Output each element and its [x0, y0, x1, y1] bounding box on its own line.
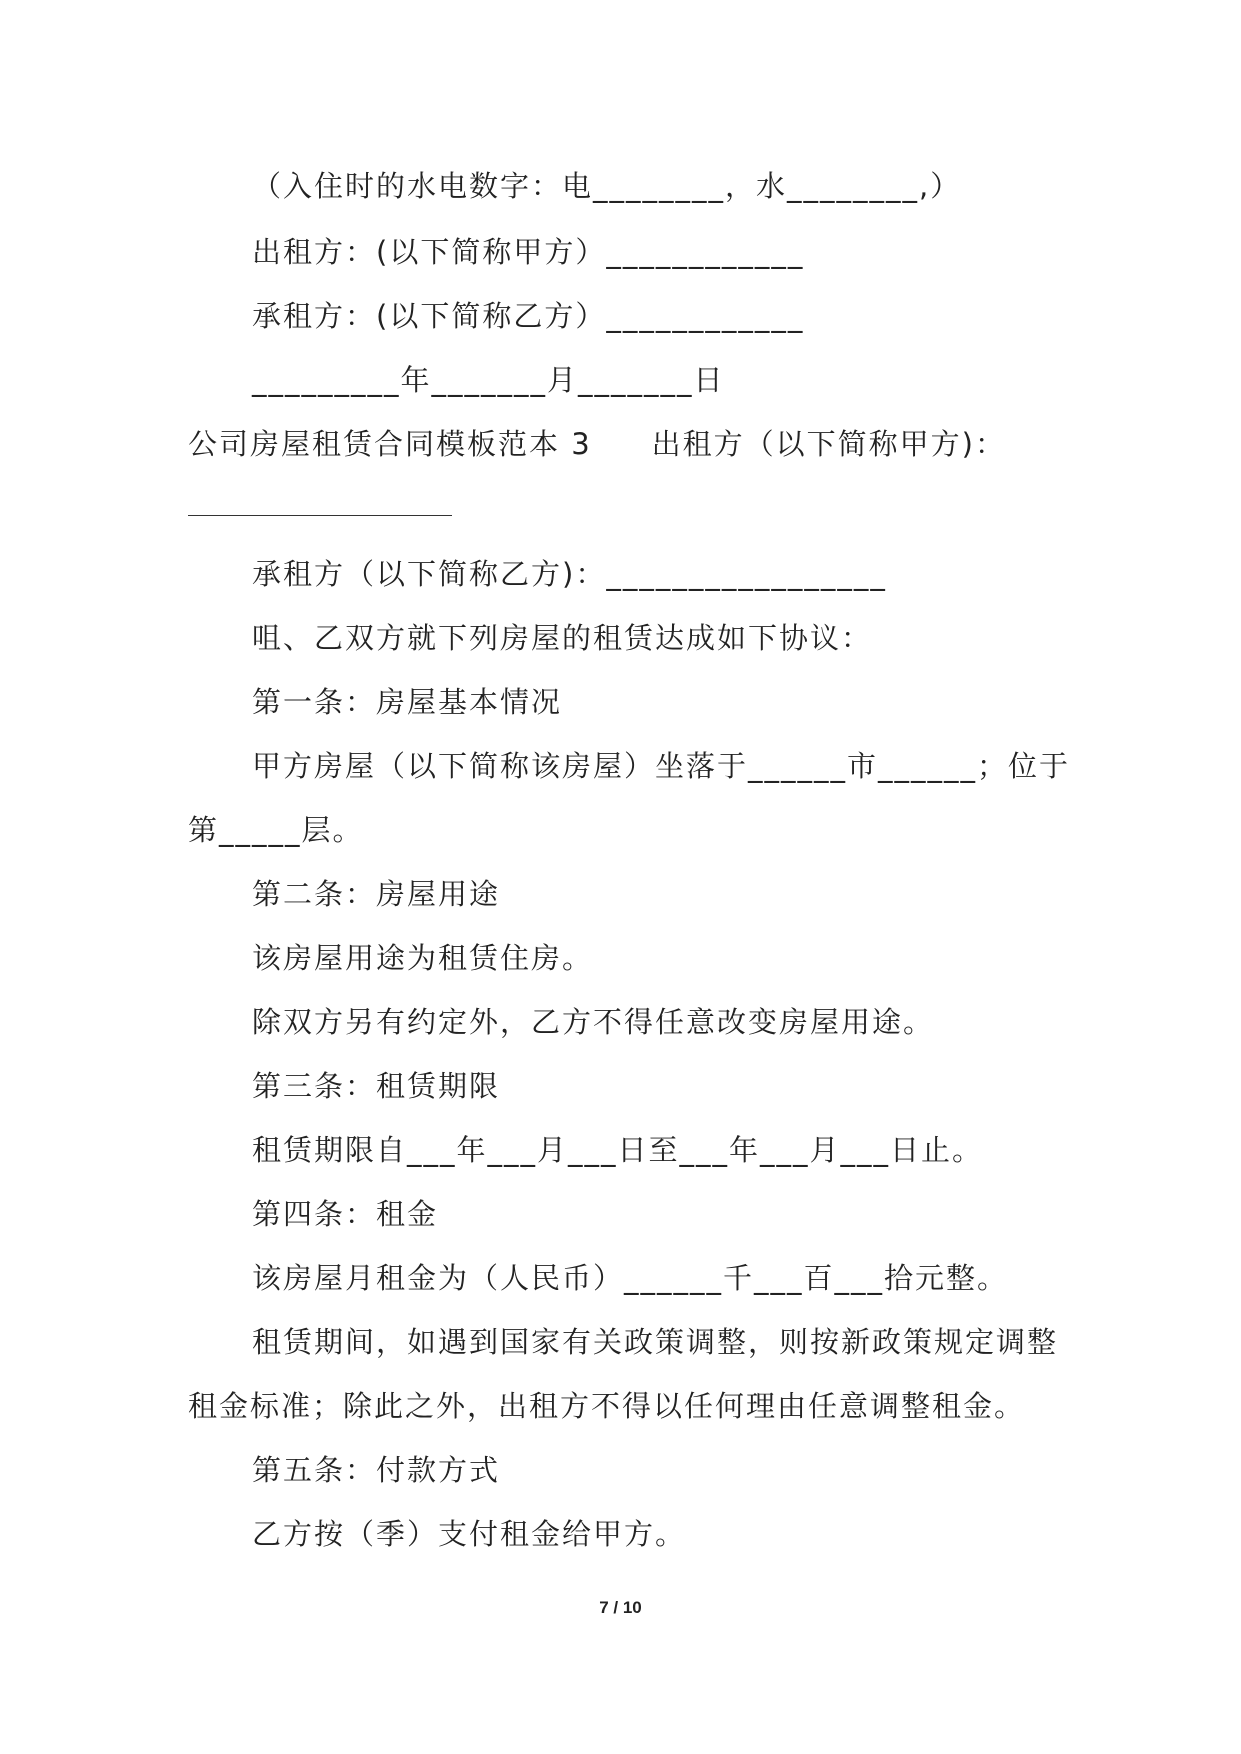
utility-reading-line: （入住时的水电数字：电________，水________,） [252, 169, 962, 203]
article-1-heading: 第一条：房屋基本情况 [252, 685, 563, 719]
lessor-blank-line [188, 515, 452, 516]
date-line: _________年_______月_______日 [252, 363, 725, 397]
article-1-text-1: 甲方房屋（以下简称该房屋）坐落于______市______；位于 [252, 749, 1071, 783]
lessor-label: 出租方（以下简称甲方)： [651, 427, 1006, 461]
article-4-text-3: 租金标准；除此之外，出租方不得以任何理由任意调整租金。 [188, 1389, 1026, 1423]
lessee-label-line: 承租方（以下简称乙方)：_________________ [252, 557, 887, 591]
article-4-text-2: 租赁期间，如遇到国家有关政策调整，则按新政策规定调整 [252, 1325, 1059, 1359]
contract-title-line [188, 424, 1068, 464]
article-4-text-1: 该房屋月租金为（人民币）______千___百___拾元整。 [252, 1261, 1009, 1295]
article-4-heading: 第四条：租金 [252, 1197, 439, 1231]
article-2-text-1: 该房屋用途为租赁住房。 [252, 941, 594, 975]
article-2-heading: 第二条：房屋用途 [252, 877, 501, 911]
article-3-heading: 第三条：租赁期限 [252, 1069, 501, 1103]
article-1-text-2: 第_____层。 [188, 813, 364, 847]
article-3-text: 租赁期限自___年___月___日至___年___月___日止。 [252, 1133, 984, 1167]
lessee-line: 承租方：(以下简称乙方）____________ [252, 299, 805, 333]
article-5-heading: 第五条：付款方式 [252, 1453, 501, 1487]
article-5-text: 乙方按（季）支付租金给甲方。 [252, 1517, 687, 1551]
agreement-intro: 咀、乙双方就下列房屋的租赁达成如下协议： [252, 621, 873, 655]
article-2-text-2: 除双方另有约定外，乙方不得任意改变房屋用途。 [252, 1005, 935, 1039]
page-number: 7 / 10 [599, 1598, 642, 1617]
lessor-line: 出租方：(以下简称甲方）____________ [252, 235, 805, 269]
contract-title: 公司房屋租赁合同模板范本 3 [188, 427, 592, 461]
